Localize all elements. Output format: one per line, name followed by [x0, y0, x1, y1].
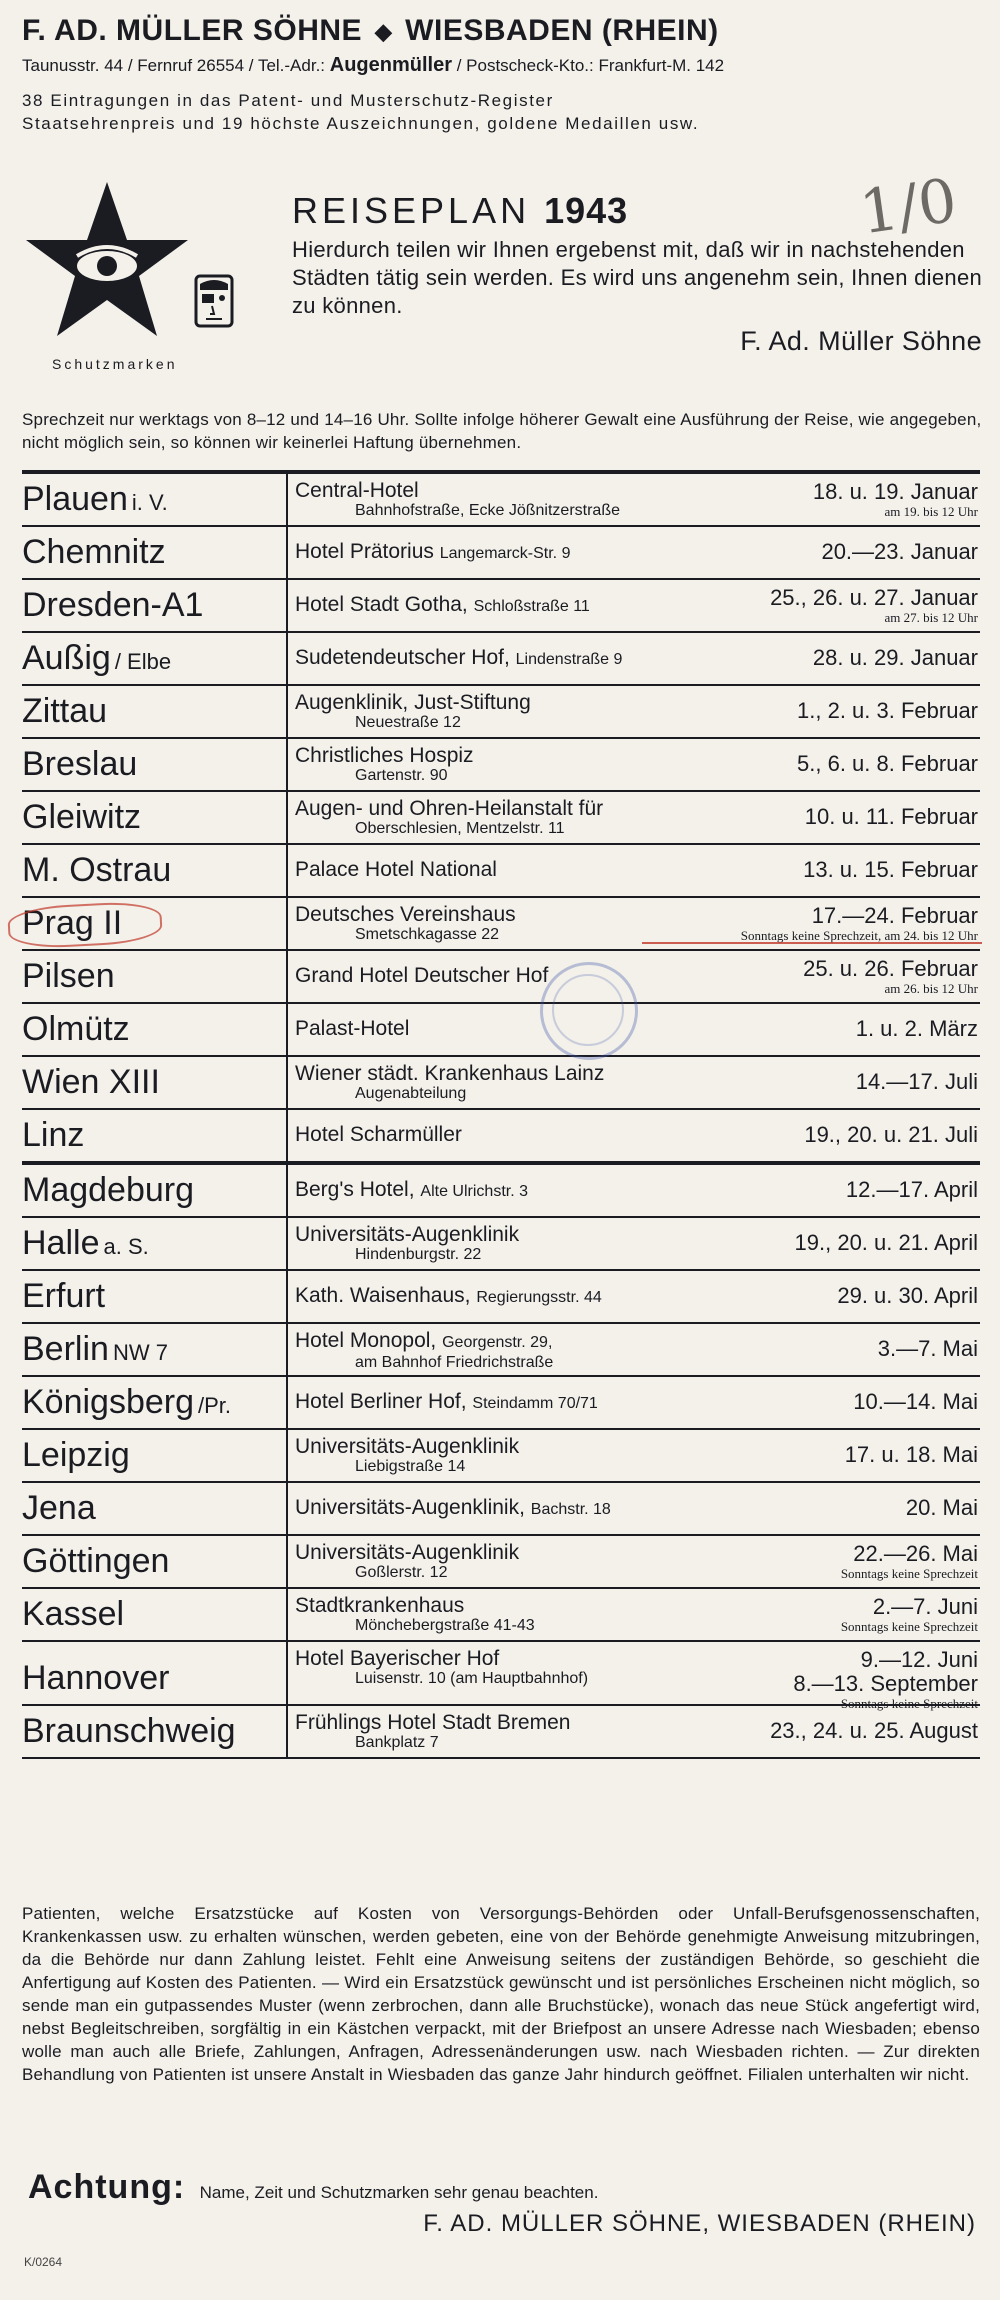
hotel-info: Stadtkrankenhaus Mönchebergstraße 41-43 — [295, 1594, 535, 1634]
table-row — [22, 792, 980, 845]
table-row — [22, 1642, 980, 1711]
hotel-info: Universitäts-Augenklinik, Bachstr. 18 — [295, 1496, 611, 1519]
table-row — [22, 1706, 980, 1759]
table-row — [22, 1377, 980, 1430]
city-name: Braunschweig — [22, 1712, 236, 1750]
table-row — [22, 1165, 980, 1218]
visit-dates: 25. u. 26. Februar am 26. bis 12 Uhr — [803, 956, 978, 996]
achtung-text: Name, Zeit und Schutzmarken sehr genau beachten. — [199, 2183, 599, 2202]
column-divider — [286, 686, 288, 737]
visit-dates: 12.—17. April — [845, 1177, 978, 1202]
office-hours-note: Sprechzeit nur werktags von 8–12 und 14–16 Uhr. Sollte infolge höherer Gewalt eine Ausführung der Reise, wie angegeben, nicht möglich sein, so können wir keinerlei Haftung übernehmen. — [22, 410, 982, 452]
table-row — [22, 951, 980, 1004]
city-name: Zittau — [22, 692, 108, 730]
column-divider — [286, 1589, 288, 1640]
column-divider — [286, 792, 288, 843]
schedule-table — [22, 470, 980, 1759]
date-note: am 26. bis 12 Uhr — [884, 981, 978, 996]
column-divider — [286, 1706, 288, 1757]
city-name: Jena — [22, 1489, 96, 1527]
honors-text: 38 Eintragungen in das Patent- und Musterschutz-Register Staatsehrenpreis und 19 höchste Auszeichnungen, goldene Medaillen usw. — [22, 91, 700, 133]
table-row — [22, 580, 980, 633]
city-name: Olmütz — [22, 1010, 130, 1048]
hotel-info: Universitäts-Augenklinik Goßlerstr. 12 — [295, 1541, 520, 1581]
column-divider — [286, 1110, 288, 1161]
hotel-info: Berg's Hotel, Alte Ulrichstr. 3 — [295, 1178, 528, 1201]
column-divider — [286, 1324, 288, 1375]
table-row — [22, 898, 980, 951]
date-note: Sonntags keine Sprechzeit — [840, 1566, 978, 1581]
column-divider — [286, 1057, 288, 1108]
face-eyepatch-logo-icon — [194, 274, 234, 328]
hotel-info: Universitäts-Augenklinik Hindenburgstr. 22 — [295, 1223, 520, 1263]
hotel-info: Universitäts-Augenklinik Liebigstraße 14 — [295, 1435, 520, 1475]
hotel-info: Wiener städt. Krankenhaus Lainz Augenabteilung — [295, 1062, 605, 1102]
hotel-info: Hotel Monopol, Georgenstr. 29, am Bahnhof Friedrichstraße — [295, 1329, 554, 1371]
city-name: Außig / Elbe — [22, 639, 172, 677]
hotel-info: Augen- und Ohren-Heilanstalt für Oberschlesien, Mentzelstr. 11 — [295, 797, 604, 837]
date-note: Sonntags keine Sprechzeit — [840, 1619, 978, 1634]
red-pencil-underline — [642, 942, 982, 944]
date-note: Sonntags keine Sprechzeit — [840, 1696, 978, 1711]
table-row — [22, 1271, 980, 1324]
visit-dates: 14.—17. Juli — [855, 1069, 978, 1094]
visit-dates: 10.—14. Mai — [853, 1389, 978, 1414]
column-divider — [286, 898, 288, 949]
visit-dates: 13. u. 15. Februar — [803, 857, 978, 882]
city-name: M. Ostrau — [22, 851, 172, 889]
column-divider — [286, 1483, 288, 1534]
visit-dates: 3.—7. Mai — [877, 1336, 978, 1361]
visit-dates: 20. Mai — [905, 1495, 978, 1520]
hotel-info: Hotel Prätorius Langemarck-Str. 9 — [295, 540, 571, 563]
column-divider — [286, 739, 288, 790]
table-row — [22, 527, 980, 580]
column-divider — [286, 1642, 288, 1704]
column-divider — [286, 845, 288, 896]
hotel-info: Kath. Waisenhaus, Regierungsstr. 44 — [295, 1284, 602, 1307]
intro-text: Hierdurch teilen wir Ihnen ergebenst mit, daß wir in nachstehenden Städten tätig sein werden. Es wird uns angenehm sein, Ihnen dienen zu können. — [292, 237, 983, 318]
city-name: Hannover — [22, 1659, 170, 1697]
star-eye-logo-icon — [22, 178, 192, 348]
city-name: Kassel — [22, 1595, 125, 1633]
achtung-line — [28, 2168, 598, 2207]
hotel-info: Deutsches Vereinshaus Smetschkagasse 22 — [295, 903, 516, 943]
table-row — [22, 1057, 980, 1110]
date-note: am 19. bis 12 Uhr — [884, 504, 978, 519]
column-divider — [286, 1271, 288, 1322]
visit-dates: 9.—12. Juni 8.—13. September Sonntags keine Sprechzeit — [793, 1647, 978, 1711]
column-divider — [286, 951, 288, 1002]
column-divider — [286, 1430, 288, 1481]
city-name: Berlin NW 7 — [22, 1330, 168, 1368]
column-divider — [286, 1004, 288, 1055]
table-row — [22, 1218, 980, 1271]
hotel-info: Hotel Stadt Gotha, Schloßstraße 11 — [295, 593, 590, 616]
table-row — [22, 474, 980, 527]
city-name: Halle a. S. — [22, 1224, 149, 1262]
visit-dates: 18. u. 19. Januar am 19. bis 12 Uhr — [812, 479, 978, 519]
table-row — [22, 1430, 980, 1483]
column-divider — [286, 474, 288, 525]
footer-text: Patienten, welche Ersatzstücke auf Kosten von Versorgungs-Behörden oder Unfall-Berufsgenossenschaften, Krankenkassen usw. zu erhalten wünschen, werden gebeten, eine von der Behörde genehmigte Anweisung mitzubringen, da die Behörde nur dann Zahlung leistet. Fehlt eine Anweisung seitens der zuständigen Behörde, so geschieht die Anfertigung auf Kosten des Patienten. — Wird ein Ersatzstück gewünscht und ist persönliches Erscheinen nicht möglich, so sende man ein gutpassendes Muster (wenn zerbrochen, dann alle Bruchstücke), wonach das neue Stück angefertigt wird, nebst Begleitschreiben, sorgfältig in ein Kästchen verpackt, mit der Briefpost an unsere Adresse nach Wiesbaden; ebenso wolle man auch alle Briefe, Zahlungen, Anfragen, Adressenänderungen usw. nach Wiesbaden richten. — Zur direkten Behandlung von Patienten ist unsere Anstalt in Wiesbaden das ganze Jahr hindurch geöffnet. Filialen unterhalten wir nicht. — [22, 1904, 980, 2084]
column-divider — [286, 1218, 288, 1269]
page-title: REISEPLAN 1943 — [292, 190, 629, 231]
table-row — [22, 1483, 980, 1536]
handwritten-mark: 1/0 — [855, 165, 961, 249]
city-name: Plauen i. V. — [22, 480, 168, 518]
visit-dates: 20.—23. Januar — [821, 539, 978, 564]
city-name: Linz — [22, 1116, 85, 1154]
city-name: Chemnitz — [22, 533, 166, 571]
hotel-info: Frühlings Hotel Stadt Bremen Bankplatz 7 — [295, 1711, 571, 1751]
date-note: am 27. bis 12 Uhr — [884, 610, 978, 625]
visit-dates: 5., 6. u. 8. Februar — [797, 751, 978, 776]
trademark-logos — [22, 178, 252, 378]
visit-dates: 23., 24. u. 25. August — [770, 1718, 978, 1743]
table-row — [22, 1536, 980, 1589]
table-row — [22, 1110, 980, 1165]
visit-dates: 17. u. 18. Mai — [844, 1442, 978, 1467]
visit-dates: 19., 20. u. 21. April — [794, 1230, 978, 1255]
city-name: Göttingen — [22, 1542, 170, 1580]
table-row — [22, 845, 980, 898]
table-row — [22, 1589, 980, 1642]
document-code: K/0264 — [24, 2255, 63, 2269]
city-name: Prag II — [22, 904, 123, 942]
company-name: F. AD. MÜLLER SÖHNE ◆ WIESBADEN (RHEIN) — [22, 14, 719, 47]
hotel-info: Palast-Hotel — [295, 1017, 410, 1040]
visit-dates: 10. u. 11. Februar — [804, 804, 978, 829]
hotel-info: Hotel Scharmüller — [295, 1123, 462, 1146]
table-row — [22, 1004, 980, 1057]
city-name: Magdeburg — [22, 1171, 195, 1209]
hotel-info: Central-Hotel Bahnhofstraße, Ecke Jößnitzerstraße — [295, 479, 620, 519]
column-divider — [286, 527, 288, 578]
visit-dates: 2.—7. Juni Sonntags keine Sprechzeit — [840, 1594, 978, 1634]
column-divider — [286, 580, 288, 631]
hotel-info: Hotel Bayerischer Hof Luisenstr. 10 (am Hauptbahnhof) — [295, 1647, 589, 1687]
column-divider — [286, 1165, 288, 1216]
city-name: Breslau — [22, 745, 138, 783]
city-name: Gleiwitz — [22, 798, 142, 836]
letterhead — [22, 14, 982, 135]
visit-dates: 1. u. 2. März — [855, 1016, 978, 1041]
signature: F. Ad. Müller Söhne — [740, 326, 982, 356]
table-row — [22, 739, 980, 792]
hotel-info: Palace Hotel National — [295, 858, 497, 881]
visit-dates: 1., 2. u. 3. Februar — [797, 698, 978, 723]
title-block — [292, 190, 982, 357]
visit-dates: 22.—26. Mai Sonntags keine Sprechzeit — [840, 1541, 978, 1581]
hotel-info: Grand Hotel Deutscher Hof — [295, 964, 549, 987]
footer-signature: F. AD. MÜLLER SÖHNE, WIESBADEN (RHEIN) — [423, 2210, 976, 2237]
city-name: Leipzig — [22, 1436, 130, 1474]
visit-dates: 17.—24. Februar Sonntags keine Sprechzeit, am 24. bis 12 Uhr — [740, 903, 978, 943]
city-name: Königsberg /Pr. — [22, 1383, 232, 1421]
trademark-caption: Schutzmarken — [52, 356, 178, 372]
city-name: Dresden-A1 — [22, 586, 204, 624]
visit-dates: 29. u. 30. April — [837, 1283, 978, 1308]
visit-dates: 28. u. 29. Januar — [812, 645, 978, 670]
hotel-info: Sudetendeutscher Hof, Lindenstraße 9 — [295, 646, 623, 669]
hotel-info: Hotel Berliner Hof, Steindamm 70/71 — [295, 1390, 598, 1413]
column-divider — [286, 633, 288, 684]
hotel-info: Augenklinik, Just-Stiftung Neuestraße 12 — [295, 691, 531, 731]
hotel-info: Christliches Hospiz Gartenstr. 90 — [295, 744, 474, 784]
visit-dates: 25., 26. u. 27. Januar am 27. bis 12 Uhr — [770, 585, 978, 625]
diamond-icon: ◆ — [374, 19, 393, 45]
table-row — [22, 633, 980, 686]
visit-dates: 19., 20. u. 21. Juli — [804, 1122, 978, 1147]
column-divider — [286, 1536, 288, 1587]
city-name: Pilsen — [22, 957, 115, 995]
city-name: Erfurt — [22, 1277, 106, 1315]
address-line: Taunusstr. 44 / Fernruf 26554 / Tel.-Adr.: Augenmüller / Postscheck-Kto.: Frankfurt-M. 142 — [22, 54, 725, 76]
table-row — [22, 686, 980, 739]
date-note: Sonntags keine Sprechzeit, am 24. bis 12 Uhr — [740, 928, 978, 943]
table-row — [22, 1324, 980, 1377]
column-divider — [286, 1377, 288, 1428]
achtung-heading: Achtung: — [28, 2168, 186, 2206]
city-name: Wien XIII — [22, 1063, 160, 1101]
ink-stamp-inner — [552, 974, 624, 1046]
